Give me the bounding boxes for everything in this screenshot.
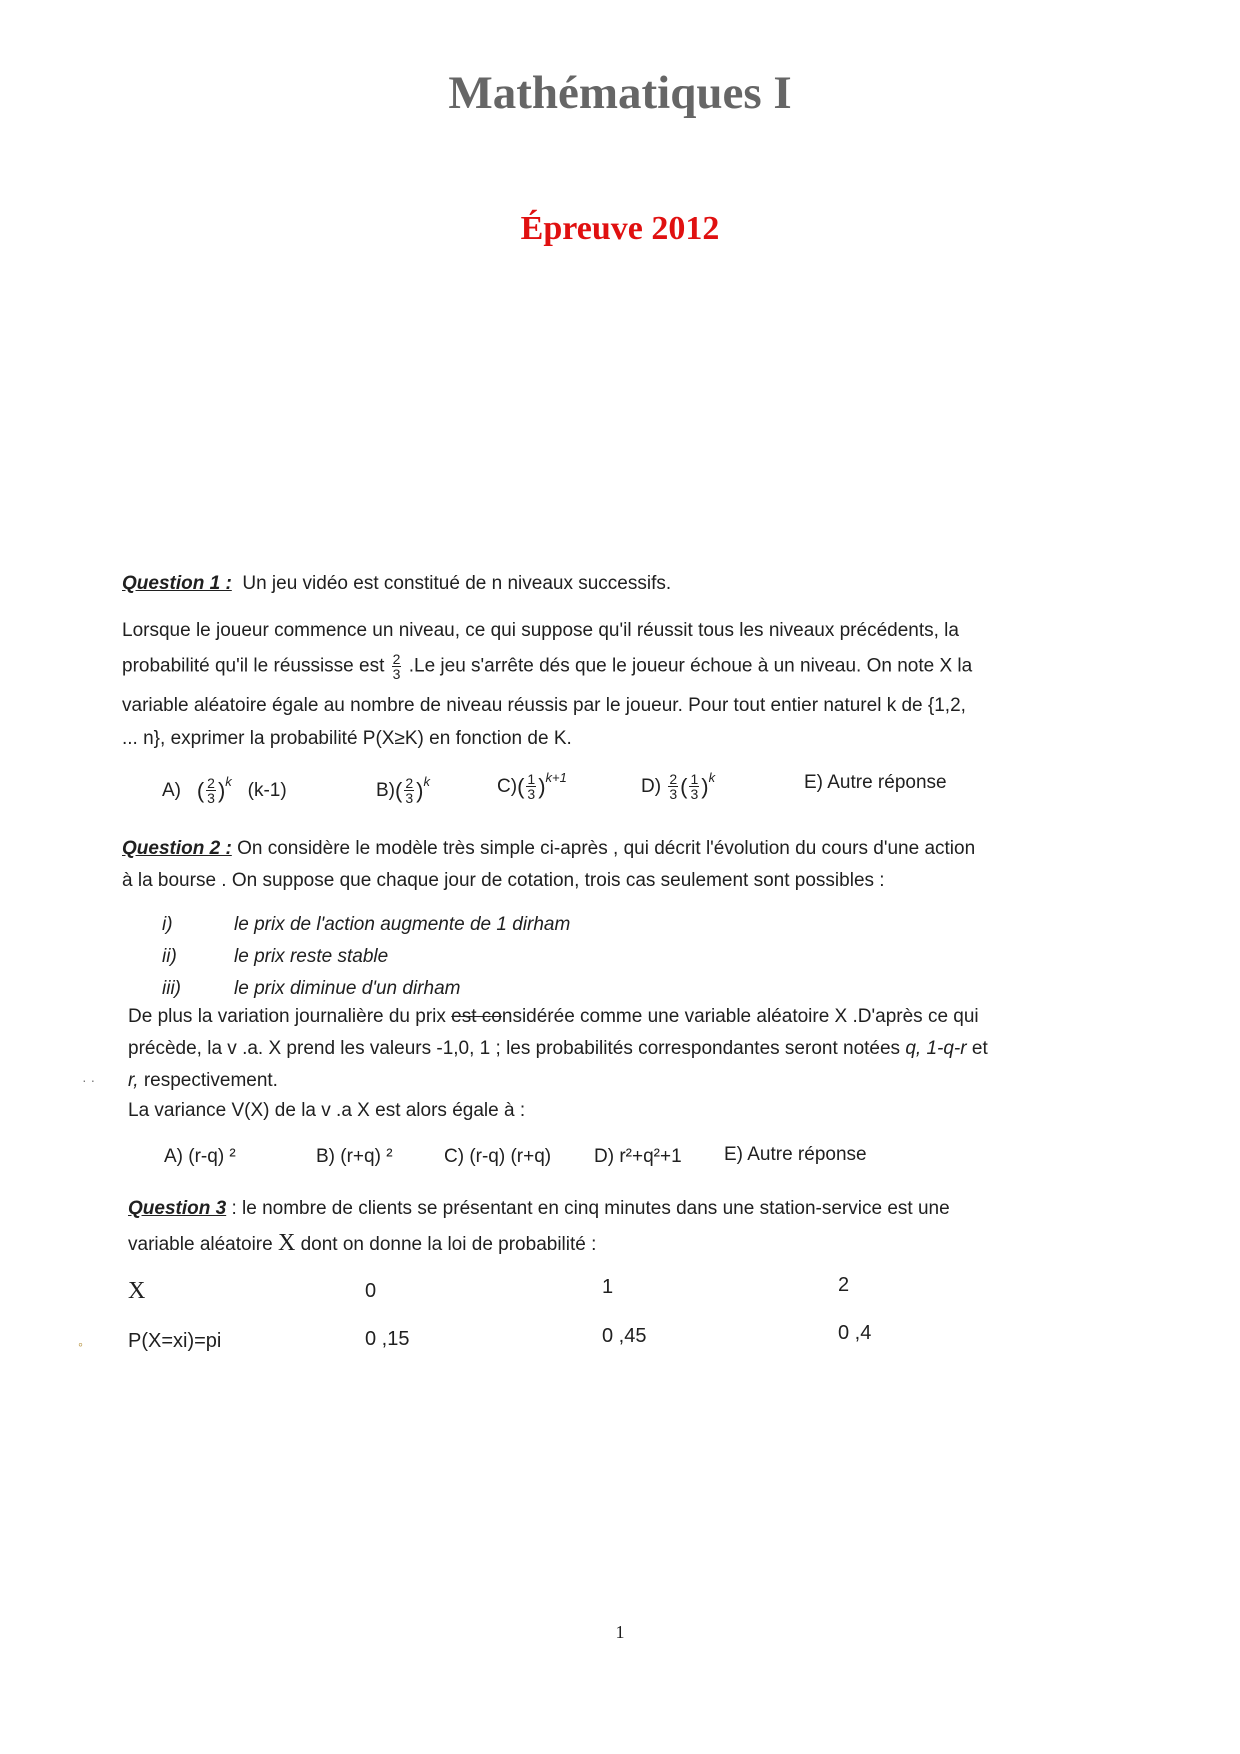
q1-line-5: ... n}, exprimer la probabilité P(X≥K) en fonction de K. — [122, 728, 572, 749]
q2-line-2: à la bourse . On suppose que chaque jour de cotation, trois cas seulement sont possibles : — [122, 870, 885, 891]
q2-option-e: E) Autre réponse — [724, 1144, 867, 1165]
q1-fraction: $\frac{2}{3}$ — [392, 651, 401, 682]
q2-option-b: B) (r+q) ² — [316, 1146, 393, 1167]
q1-line-3: probabilité qu'il le réussisse est $\frac{2}{3}$ .Le jeu s'arrête dés que le joueur échoue à un niveau. On note X la — [122, 651, 973, 682]
q2-case-1: i) le prix de l'action augmente de 1 dirham — [162, 914, 571, 935]
q1-label: Question 1 : — [122, 573, 232, 594]
q2-para-line-2: précède, la v .a. X prend les valeurs -1,0, 1 ; les probabilités correspondantes seront notées q, 1-q-r et — [128, 1038, 988, 1059]
q2-para-line-4: La variance V(X) de la v .a X est alors égale à : — [128, 1100, 526, 1121]
table-header-x: X — [128, 1278, 146, 1304]
table-cell: 0 ,15 — [365, 1328, 410, 1350]
q2-line-1: Question 2 : On considère le modèle très simple ci-après , qui décrit l'évolution du cours d'une action — [122, 838, 976, 859]
q1-option-b: B)( $\frac{2}{3}$ )$^k$ — [376, 774, 430, 807]
page-number: 1 — [615, 1622, 625, 1642]
q2-case-3: iii) le prix diminue d'un dirham — [162, 978, 461, 999]
q2-para-line-1: De plus la variation journalière du prix est considérée comme une variable aléatoire X .D'après ce qui — [128, 1006, 979, 1027]
page-title: Mathématiques I — [448, 67, 792, 119]
q3-label: Question 3 — [128, 1198, 227, 1219]
exam-subtitle: Épreuve 2012 — [520, 210, 720, 247]
q2-case-2: ii) le prix reste stable — [162, 946, 389, 967]
q1-option-c: C)( $\frac{1}{3}$ )$^{k+1}$ — [497, 770, 567, 803]
table-header-p: P(X=xi)=pi — [128, 1330, 222, 1352]
q2-option-a: A) (r-q) ² — [164, 1146, 236, 1167]
q2-option-c: C) (r-q) (r+q) — [444, 1146, 552, 1167]
table-cell: 0 ,4 — [838, 1322, 872, 1344]
q1-option-a: A) ( $\frac{2}{3}$ )$^k$ (k-1) — [162, 774, 287, 807]
q3-line-1: Question 3 : le nombre de clients se présentant en cinq minutes dans une station-service est une — [128, 1198, 950, 1219]
q1-line-2: Lorsque le joueur commence un niveau, ce qui suppose qu'il réussit tous les niveaux précédents, la — [122, 620, 959, 641]
scan-speck: · · — [82, 1072, 96, 1088]
table-cell: 0 — [365, 1280, 377, 1302]
table-cell: 2 — [838, 1274, 850, 1296]
q2-option-d: D) r²+q²+1 — [594, 1146, 682, 1167]
q1-option-e: E) Autre réponse — [804, 772, 947, 793]
table-cell: 1 — [602, 1276, 614, 1298]
q1-option-d: D) $\frac{2}{3}$ ( $\frac{1}{3}$ )$^k$ — [641, 770, 716, 803]
q1-line-4: variable aléatoire égale au nombre de niveau réussis par le joueur. Pour tout entier naturel k de {1,2, — [122, 695, 966, 716]
table-cell: 0 ,45 — [602, 1325, 647, 1347]
q1-line-1: Question 1 : Un jeu vidéo est constitué de n niveaux successifs. — [122, 573, 672, 594]
q2-para-line-3: r, respectivement. — [128, 1070, 278, 1091]
scan-speck: ◦ — [78, 1336, 83, 1352]
q3-line-2: variable aléatoire X dont on donne la loi de probabilité : — [128, 1230, 597, 1256]
q2-label: Question 2 : — [122, 838, 232, 859]
